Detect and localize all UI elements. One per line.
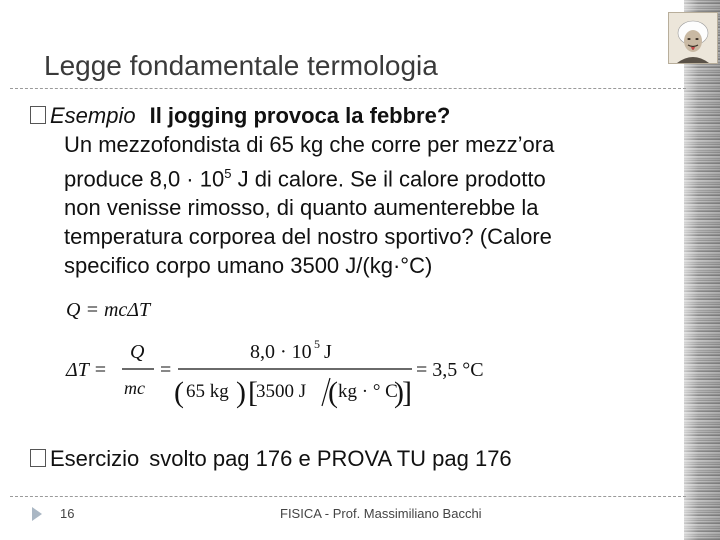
- svg-text:[: [: [248, 376, 258, 409]
- exercise-label: Esercizio: [50, 446, 140, 471]
- example-label: Esempio: [50, 103, 136, 128]
- formula-eq: =: [160, 359, 172, 381]
- svg-text:): ): [394, 376, 404, 409]
- title-separator: [10, 88, 686, 89]
- example-line: produce $8,0 \cdot 10^5$ J di calore. Se il calore prodotto: [64, 166, 546, 192]
- formula-den-a: 65 kg: [186, 381, 229, 402]
- exercise-bullet: [30, 444, 512, 473]
- triangle-arrow-icon: [32, 507, 42, 521]
- svg-text:]: ]: [402, 376, 412, 409]
- example-line: non venisse rimosso, di quanto aumenterebbe la: [64, 195, 539, 221]
- example-line: Un mezzofondista di 65 kg che corre per mezz’ora: [64, 132, 555, 157]
- example-line: specifico corpo umano 3500 J/(kg·°C): [64, 253, 433, 279]
- formula-den-c: kg · ° C: [338, 381, 398, 402]
- formula-frac-num: Q: [130, 341, 145, 363]
- svg-text:): ): [236, 376, 246, 409]
- formula-big-num-unit: J: [324, 341, 332, 363]
- einstein-portrait-icon: [668, 12, 718, 64]
- page-number: 16: [60, 506, 75, 521]
- decorative-side-stripe: [684, 0, 720, 540]
- formula-frac-den: mc: [124, 378, 145, 398]
- example-question: Il jogging provoca la febbre?: [149, 103, 451, 128]
- formula-image: [60, 296, 500, 416]
- footer-credit: FISICA - Prof. Massimiliano Bacchi: [280, 506, 482, 521]
- formula-result: = 3,5 °C: [416, 359, 484, 381]
- example-bullet: [30, 101, 680, 280]
- exercise-text: svolto pag 176 e PROVA TU pag 176: [149, 446, 512, 471]
- example-body: [64, 130, 680, 280]
- checkbox-bullet-icon: [30, 449, 46, 467]
- formula-den-b: 3500 J: [256, 381, 307, 402]
- checkbox-bullet-icon: [30, 106, 46, 124]
- formula-lhs: ΔT =: [66, 359, 107, 381]
- formula-big-num: 8,0 · 10: [250, 341, 312, 363]
- slide-title: Legge fondamentale termologia: [44, 50, 438, 81]
- svg-text:(: (: [328, 376, 338, 409]
- formula-big-num-exp: 5: [314, 337, 320, 351]
- example-line: temperatura corporea del nostro sportivo? (Calore: [64, 224, 552, 250]
- svg-text:(: (: [174, 376, 184, 409]
- formula-line-1: Q = mcΔT: [66, 299, 151, 321]
- footer-separator: [10, 496, 686, 497]
